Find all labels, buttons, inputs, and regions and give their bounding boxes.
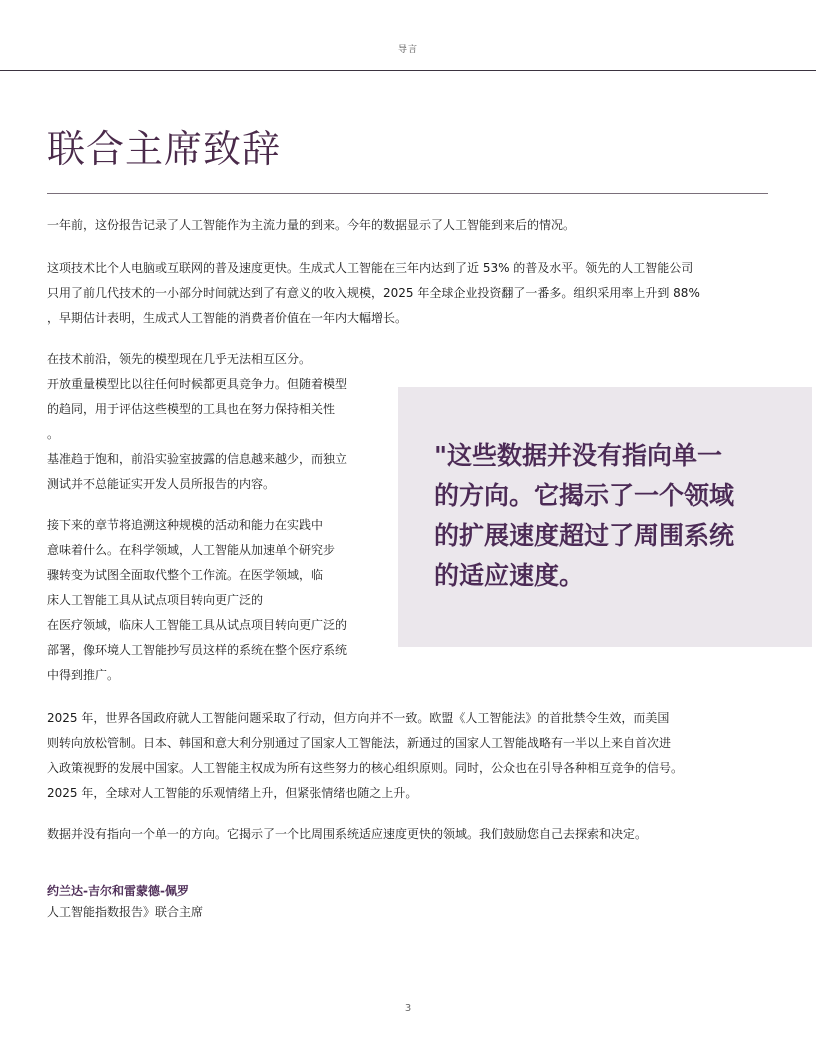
paragraph-science-medicine — [47, 513, 379, 688]
paragraph-line: 。 — [47, 427, 60, 441]
pull-quote-box — [398, 387, 812, 647]
paragraph-line: 接下来的章节将追溯这种规模的活动和能力在实践中 — [47, 518, 324, 532]
paragraph-line: 基准趋于饱和，前沿实验室披露的信息越来越少，而独立 — [47, 452, 348, 466]
paragraph-line: 测试并不总能证实开发人员所报告的内容。 — [47, 477, 276, 491]
paragraph-line: 入政策视野的发展中国家。人工智能主权成为所有这些努力的核心组织原则。同时，公众也在引导各种相互竞争的信号。 — [47, 761, 684, 775]
paragraph-line: ，早期估计表明，生成式人工智能的消费者价值在一年内大幅增长。 — [47, 311, 408, 325]
paragraph-line: 2025 年，全球对人工智能的乐观情绪上升，但紧张情绪也随之上升。 — [47, 786, 418, 800]
pull-quote — [434, 436, 794, 596]
paragraph-line: 的趋同，用于评估这些模型的工具也在努力保持相关性 — [47, 402, 336, 416]
paragraph-line: 部署，像环境人工智能抄写员这样的系统在整个医疗系统 — [47, 643, 348, 657]
page-header — [0, 0, 816, 71]
paragraph-line: 一年前，这份报告记录了人工智能作为主流力量的到来。今年的数据显示了人工智能到来后的情况。 — [47, 218, 576, 232]
signature-name: 约兰达-吉尔和雷蒙德-佩罗 — [47, 884, 189, 898]
paragraph-line: 床人工智能工具从试点项目转向更广泛的 — [47, 593, 264, 607]
pull-quote-line: 的适应速度。 — [434, 561, 585, 590]
paragraph-line: 在技术前沿，领先的模型现在几乎无法相互区分。 — [47, 352, 312, 366]
paragraph-line: 这项技术比个人电脑或互联网的普及速度更快。生成式人工智能在三年内达到了近 53% 的普及水平。领先的人工智能公司 — [47, 261, 694, 275]
paragraph-line: 中得到推广。 — [47, 668, 120, 682]
pull-quote-line: "这些数据并没有指向单一 — [434, 441, 723, 470]
paragraph-intro — [47, 213, 769, 238]
paragraph-governance — [47, 706, 769, 806]
paragraph-line: 数据并没有指向一个单一的方向。它揭示了一个比周围系统适应速度更快的领域。我们鼓励您自己去探索和决定。 — [47, 827, 648, 841]
paragraph-line: 在医疗领域，临床人工智能工具从试点项目转向更广泛的 — [47, 618, 348, 632]
page-title: 联合主席致辞 — [47, 127, 282, 171]
paragraph-line: 则转向放松管制。日本、韩国和意大利分别通过了国家人工智能法，新通过的国家人工智能战略有一半以上来自首次进 — [47, 736, 672, 750]
paragraph-adoption — [47, 256, 769, 331]
page-number: 3 — [404, 1003, 412, 1014]
paragraph-line: 只用了前几代技术的一小部分时间就达到了有意义的收入规模，2025 年全球企业投资翻了一番多。组织采用率上升到 88% — [47, 286, 700, 300]
paragraph-line: 开放重量模型比以往任何时候都更具竞争力。但随着模型 — [47, 377, 348, 391]
signature-role: 人工智能指数报告》联合主席 — [47, 905, 204, 919]
pull-quote-line: 的扩展速度超过了周围系统 — [434, 521, 735, 550]
paragraph-line: 骤转变为试图全面取代整个工作流。在医学领域，临 — [47, 568, 324, 582]
paragraph-line: 意味着什么。在科学领域，人工智能从加速单个研究步 — [47, 543, 336, 557]
title-divider — [47, 193, 768, 194]
paragraph-closing — [47, 822, 769, 847]
pull-quote-line: 的方向。它揭示了一个领域 — [434, 481, 735, 510]
section-label: 导言 — [397, 45, 418, 55]
paragraph-line: 2025 年，世界各国政府就人工智能问题采取了行动，但方向并不一致。欧盟《人工智能法》的首批禁令生效，而美国 — [47, 711, 670, 725]
paragraph-frontier — [47, 347, 379, 497]
